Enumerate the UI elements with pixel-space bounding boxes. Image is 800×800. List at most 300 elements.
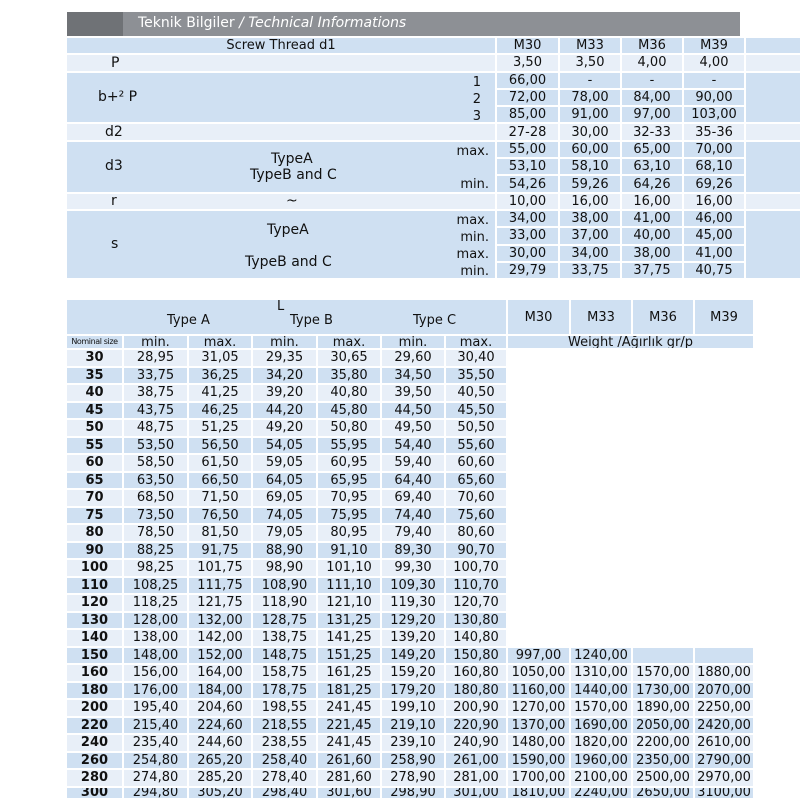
nominal-size-cell: 280: [67, 770, 122, 786]
length-cell: 91,10: [318, 543, 380, 559]
length-cell: 220,90: [446, 718, 506, 734]
length-cell: 121,10: [318, 595, 380, 611]
nominal-size-cell: 150: [67, 648, 122, 664]
weight-cell: 1440,00: [571, 683, 631, 699]
length-cell: 29,60: [382, 350, 444, 366]
weight-cell: 2240,00: [571, 788, 631, 798]
title-tr: Teknik Bilgiler: [138, 15, 235, 31]
weight-cell: 1960,00: [571, 753, 631, 769]
length-cell: 278,40: [253, 770, 316, 786]
length-cell: 244,60: [189, 735, 251, 751]
length-cell: 100,70: [446, 560, 506, 576]
length-cell: 56,50: [189, 438, 251, 454]
min-header: min.: [382, 336, 444, 348]
nominal-size-cell: 90: [67, 543, 122, 559]
length-cell: 240,90: [446, 735, 506, 751]
weight-header: Weight /Ağırlık gr/p: [508, 336, 753, 348]
length-cell: 31,05: [189, 350, 251, 366]
length-cell: 74,40: [382, 508, 444, 524]
weight-cell: [508, 490, 569, 506]
s-type-a: TypeA: [267, 221, 309, 238]
length-cell: 74,05: [253, 508, 316, 524]
length-cell: 28,95: [124, 350, 187, 366]
weight-cell: [571, 595, 631, 611]
d3-value: 60,00: [560, 142, 620, 157]
weight-cell: [571, 420, 631, 436]
weight-size-header: M30: [508, 300, 569, 334]
nominal-size-cell: 200: [67, 700, 122, 716]
weight-cell: [508, 455, 569, 471]
weight-cell: 1570,00: [571, 700, 631, 716]
length-cell: 301,60: [318, 788, 380, 798]
length-cell: 71,50: [189, 490, 251, 506]
b-label: [67, 73, 495, 123]
nominal-size-cell: 130: [67, 613, 122, 629]
length-cell: 76,50: [189, 508, 251, 524]
weight-cell: [695, 385, 753, 401]
length-cell: 198,55: [253, 700, 316, 716]
length-cell: 66,50: [189, 473, 251, 489]
length-cell: 45,50: [446, 403, 506, 419]
length-cell: 195,40: [124, 700, 187, 716]
length-cell: 68,50: [124, 490, 187, 506]
s-value: 45,00: [684, 228, 744, 243]
length-header: [67, 300, 506, 334]
d3-min-label: min.: [460, 176, 489, 192]
length-cell: 29,35: [253, 350, 316, 366]
length-cell: 79,40: [382, 525, 444, 541]
length-cell: 215,40: [124, 718, 187, 734]
length-cell: 30,65: [318, 350, 380, 366]
weight-cell: [571, 403, 631, 419]
length-cell: 88,90: [253, 543, 316, 559]
weight-cell: 1820,00: [571, 735, 631, 751]
weight-cell: 1890,00: [633, 700, 693, 716]
weight-cell: 1270,00: [508, 700, 569, 716]
thread-label: Screw Thread d1: [67, 38, 495, 53]
nominal-size-cell: 70: [67, 490, 122, 506]
type-b-label: Type B: [290, 313, 333, 328]
weight-cell: [633, 403, 693, 419]
b-value: 84,00: [622, 90, 682, 105]
d3-value: 53,10: [497, 159, 558, 174]
weight-cell: [695, 455, 753, 471]
weight-cell: [633, 473, 693, 489]
length-cell: 128,00: [124, 613, 187, 629]
spec-table: [67, 38, 740, 279]
s-value: 41,00: [684, 246, 744, 261]
weight-cell: [695, 508, 753, 524]
length-cell: 34,50: [382, 368, 444, 384]
weight-cell: [571, 350, 631, 366]
spec-size-header: M30: [497, 38, 558, 53]
length-cell: 35,80: [318, 368, 380, 384]
s-value: 33,00: [497, 228, 558, 243]
nominal-size-cell: 55: [67, 438, 122, 454]
nominal-size-cell: 45: [67, 403, 122, 419]
length-cell: 180,80: [446, 683, 506, 699]
b-row-number: 1: [472, 74, 481, 90]
weight-cell: 2610,00: [695, 735, 753, 751]
length-cell: 258,90: [382, 753, 444, 769]
length-cell: 158,75: [253, 665, 316, 681]
r-value: 16,00: [684, 194, 744, 209]
b-value: -: [560, 73, 620, 88]
length-cell: 152,00: [189, 648, 251, 664]
nominal-size-cell: 50: [67, 420, 122, 436]
weight-cell: [633, 613, 693, 629]
d3-value: 69,26: [684, 176, 744, 191]
b-value: 78,00: [560, 90, 620, 105]
length-cell: 254,80: [124, 753, 187, 769]
r-value: 10,00: [497, 194, 558, 209]
d2-label-text: d2: [105, 124, 123, 140]
weight-cell: [633, 385, 693, 401]
s-value: 37,00: [560, 228, 620, 243]
spec-size-header: M33: [560, 38, 620, 53]
weight-cell: 1810,00: [508, 788, 569, 798]
length-cell: 132,00: [189, 613, 251, 629]
length-cell: 149,20: [382, 648, 444, 664]
length-cell: 46,25: [189, 403, 251, 419]
b-value: -: [684, 73, 744, 88]
length-cell: 40,80: [318, 385, 380, 401]
length-cell: 138,75: [253, 630, 316, 646]
length-cell: 298,40: [253, 788, 316, 798]
length-cell: 50,80: [318, 420, 380, 436]
weight-cell: 1590,00: [508, 753, 569, 769]
weight-cell: 1700,00: [508, 770, 569, 786]
d2-value: 32-33: [622, 124, 682, 139]
d3-value: 70,00: [684, 142, 744, 157]
nominal-size-cell: 60: [67, 455, 122, 471]
length-cell: 73,50: [124, 508, 187, 524]
nominal-size-cell: 180: [67, 683, 122, 699]
weight-cell: [695, 613, 753, 629]
spec-size-header: M36: [622, 38, 682, 53]
nominal-size-cell: 65: [67, 473, 122, 489]
weight-cell: [633, 595, 693, 611]
weight-cell: [508, 420, 569, 436]
length-cell: 120,70: [446, 595, 506, 611]
weight-cell: [571, 473, 631, 489]
r-value: 16,00: [622, 194, 682, 209]
p-label: [67, 55, 495, 70]
length-cell: 58,50: [124, 455, 187, 471]
weight-cell: [695, 490, 753, 506]
weight-cell: [571, 630, 631, 646]
s-label: [67, 211, 495, 278]
length-cell: 60,95: [318, 455, 380, 471]
weight-cell: [695, 368, 753, 384]
weight-cell: [695, 525, 753, 541]
weight-cell: [508, 630, 569, 646]
length-cell: 49,20: [253, 420, 316, 436]
length-cell: 49,50: [382, 420, 444, 436]
s-value: 38,00: [622, 246, 682, 261]
s-value: 33,75: [560, 263, 620, 278]
b-value: 85,00: [497, 107, 558, 122]
length-cell: 39,20: [253, 385, 316, 401]
length-cell: 274,80: [124, 770, 187, 786]
header-accent: [67, 12, 123, 36]
spec-spacer: [746, 142, 800, 192]
b-row-number: 3: [472, 108, 481, 123]
b-value: 91,00: [560, 107, 620, 122]
length-cell: 110,70: [446, 578, 506, 594]
length-cell: 181,25: [318, 683, 380, 699]
min-header: min.: [253, 336, 316, 348]
weight-cell: [633, 525, 693, 541]
d3-value: 63,10: [622, 159, 682, 174]
length-cell: 54,40: [382, 438, 444, 454]
length-cell: 235,40: [124, 735, 187, 751]
length-cell: 64,05: [253, 473, 316, 489]
weight-cell: [695, 350, 753, 366]
length-cell: 53,50: [124, 438, 187, 454]
p-label-text: P: [111, 55, 120, 71]
section-title: [138, 15, 406, 31]
spec-spacer: [746, 38, 800, 53]
s-value: 40,00: [622, 228, 682, 243]
weight-cell: [508, 473, 569, 489]
weight-cell: [633, 543, 693, 559]
length-cell: 38,75: [124, 385, 187, 401]
length-cell: 81,50: [189, 525, 251, 541]
title-separator: /: [239, 15, 244, 31]
section-header: [67, 12, 740, 36]
weight-cell: 2500,00: [633, 770, 693, 786]
b-value: 90,00: [684, 90, 744, 105]
nominal-size-cell: 240: [67, 735, 122, 751]
weight-cell: [508, 578, 569, 594]
nominal-size-cell: 140: [67, 630, 122, 646]
d2-value: 30,00: [560, 124, 620, 139]
length-cell: 298,90: [382, 788, 444, 798]
length-cell: 281,60: [318, 770, 380, 786]
length-cell: 45,80: [318, 403, 380, 419]
length-cell: 41,25: [189, 385, 251, 401]
length-cell: 108,25: [124, 578, 187, 594]
nominal-size-cell: 300: [67, 788, 122, 798]
weight-cell: [695, 543, 753, 559]
length-cell: 60,60: [446, 455, 506, 471]
nominal-size-cell: 80: [67, 525, 122, 541]
b-value: -: [622, 73, 682, 88]
p-value: 3,50: [560, 55, 620, 70]
length-cell: 156,00: [124, 665, 187, 681]
weight-cell: 1570,00: [633, 665, 693, 681]
length-cell: 239,10: [382, 735, 444, 751]
length-cell: 301,00: [446, 788, 506, 798]
length-cell: 79,05: [253, 525, 316, 541]
length-cell: 294,80: [124, 788, 187, 798]
r-value: 16,00: [560, 194, 620, 209]
length-cell: 91,75: [189, 543, 251, 559]
length-cell: 218,55: [253, 718, 316, 734]
length-cell: 51,25: [189, 420, 251, 436]
weight-cell: [508, 368, 569, 384]
length-cell: 30,40: [446, 350, 506, 366]
title-en: Technical Informations: [248, 15, 407, 31]
r-label: [67, 194, 495, 209]
d3-type-bc: TypeB and C: [250, 166, 337, 183]
weight-cell: [633, 578, 693, 594]
nominal-size-cell: 35: [67, 368, 122, 384]
length-cell: 75,95: [318, 508, 380, 524]
length-cell: 36,25: [189, 368, 251, 384]
weight-cell: [633, 560, 693, 576]
nominal-size-cell: 30: [67, 350, 122, 366]
length-cell: 61,50: [189, 455, 251, 471]
length-cell: 99,30: [382, 560, 444, 576]
weight-cell: [508, 543, 569, 559]
length-cell: 59,05: [253, 455, 316, 471]
weight-cell: [633, 420, 693, 436]
length-cell: 89,30: [382, 543, 444, 559]
p-value: 3,50: [497, 55, 558, 70]
weight-cell: [633, 438, 693, 454]
weight-cell: [571, 525, 631, 541]
type-c-label: Type C: [413, 313, 457, 328]
weight-cell: [571, 508, 631, 524]
length-cell: 138,00: [124, 630, 187, 646]
length-cell: 69,40: [382, 490, 444, 506]
weight-cell: [695, 630, 753, 646]
d2-value: 27-28: [497, 124, 558, 139]
weight-cell: [571, 560, 631, 576]
length-cell: 176,00: [124, 683, 187, 699]
d3-max-label: max.: [456, 143, 489, 159]
d3-value: 64,26: [622, 176, 682, 191]
length-cell: 54,05: [253, 438, 316, 454]
length-cell: 285,20: [189, 770, 251, 786]
weight-cell: [633, 630, 693, 646]
weight-cell: 2970,00: [695, 770, 753, 786]
length-cell: 200,90: [446, 700, 506, 716]
weight-cell: [571, 578, 631, 594]
b-value: 72,00: [497, 90, 558, 105]
length-cell: 118,90: [253, 595, 316, 611]
length-cell: 140,80: [446, 630, 506, 646]
d3-value: 59,26: [560, 176, 620, 191]
nominal-size-cell: 260: [67, 753, 122, 769]
weight-cell: 2650,00: [633, 788, 693, 798]
length-cell: 164,00: [189, 665, 251, 681]
weight-cell: [695, 648, 753, 664]
length-cell: 98,25: [124, 560, 187, 576]
length-cell: 109,30: [382, 578, 444, 594]
weight-cell: 1480,00: [508, 735, 569, 751]
length-cell: 44,20: [253, 403, 316, 419]
length-cell: 148,00: [124, 648, 187, 664]
weight-cell: 997,00: [508, 648, 569, 664]
length-cell: 148,75: [253, 648, 316, 664]
length-cell: 121,75: [189, 595, 251, 611]
s-qualifier: max.: [456, 212, 489, 228]
s-value: 34,00: [560, 246, 620, 261]
nominal-size-cell: 40: [67, 385, 122, 401]
nominal-size-cell: 220: [67, 718, 122, 734]
b-value: 97,00: [622, 107, 682, 122]
length-cell: 241,45: [318, 735, 380, 751]
length-cell: 142,00: [189, 630, 251, 646]
nominal-size-cell: 75: [67, 508, 122, 524]
length-cell: 55,60: [446, 438, 506, 454]
length-cell: 98,90: [253, 560, 316, 576]
weight-cell: 1310,00: [571, 665, 631, 681]
length-cell: 184,00: [189, 683, 251, 699]
weight-size-header: M39: [695, 300, 753, 334]
weight-cell: 1370,00: [508, 718, 569, 734]
weight-cell: [571, 490, 631, 506]
weight-cell: [508, 613, 569, 629]
length-cell: 80,95: [318, 525, 380, 541]
weight-cell: [508, 560, 569, 576]
weight-cell: [508, 525, 569, 541]
length-cell: 265,20: [189, 753, 251, 769]
weight-cell: [695, 438, 753, 454]
p-value: 4,00: [684, 55, 744, 70]
length-cell: 128,75: [253, 613, 316, 629]
length-cell: 55,95: [318, 438, 380, 454]
b-row-number: 2: [472, 91, 481, 107]
d3-label: [67, 142, 495, 192]
spec-spacer: [746, 55, 800, 70]
length-cell: 48,75: [124, 420, 187, 436]
nominal-size-cell: 110: [67, 578, 122, 594]
length-cell: 224,60: [189, 718, 251, 734]
weight-cell: [571, 385, 631, 401]
d2-label: [67, 124, 495, 139]
length-cell: 151,25: [318, 648, 380, 664]
weight-cell: 3100,00: [695, 788, 753, 798]
length-cell: 33,75: [124, 368, 187, 384]
weight-cell: [695, 595, 753, 611]
length-cell: 119,30: [382, 595, 444, 611]
weight-cell: 1880,00: [695, 665, 753, 681]
weight-cell: 2350,00: [633, 753, 693, 769]
weight-cell: [571, 613, 631, 629]
max-header: max.: [446, 336, 506, 348]
length-cell: 178,75: [253, 683, 316, 699]
length-cell: 44,50: [382, 403, 444, 419]
length-cell: 88,25: [124, 543, 187, 559]
length-cell: 261,00: [446, 753, 506, 769]
weight-cell: [571, 543, 631, 559]
weight-cell: 1050,00: [508, 665, 569, 681]
b-value: 66,00: [497, 73, 558, 88]
length-cell: 161,25: [318, 665, 380, 681]
l-label: L: [277, 300, 285, 314]
weight-size-header: M33: [571, 300, 631, 334]
p-value: 4,00: [622, 55, 682, 70]
s-qualifier: min.: [460, 263, 489, 279]
weight-cell: 2100,00: [571, 770, 631, 786]
s-value: 30,00: [497, 246, 558, 261]
weight-cell: [633, 508, 693, 524]
length-cell: 131,25: [318, 613, 380, 629]
s-value: 46,00: [684, 211, 744, 226]
length-cell: 50,50: [446, 420, 506, 436]
spec-spacer: [746, 124, 800, 139]
length-cell: 179,20: [382, 683, 444, 699]
b-value: 103,00: [684, 107, 744, 122]
weight-cell: [508, 438, 569, 454]
nominal-size-cell: 160: [67, 665, 122, 681]
spec-spacer: [746, 73, 800, 123]
weight-cell: 2420,00: [695, 718, 753, 734]
